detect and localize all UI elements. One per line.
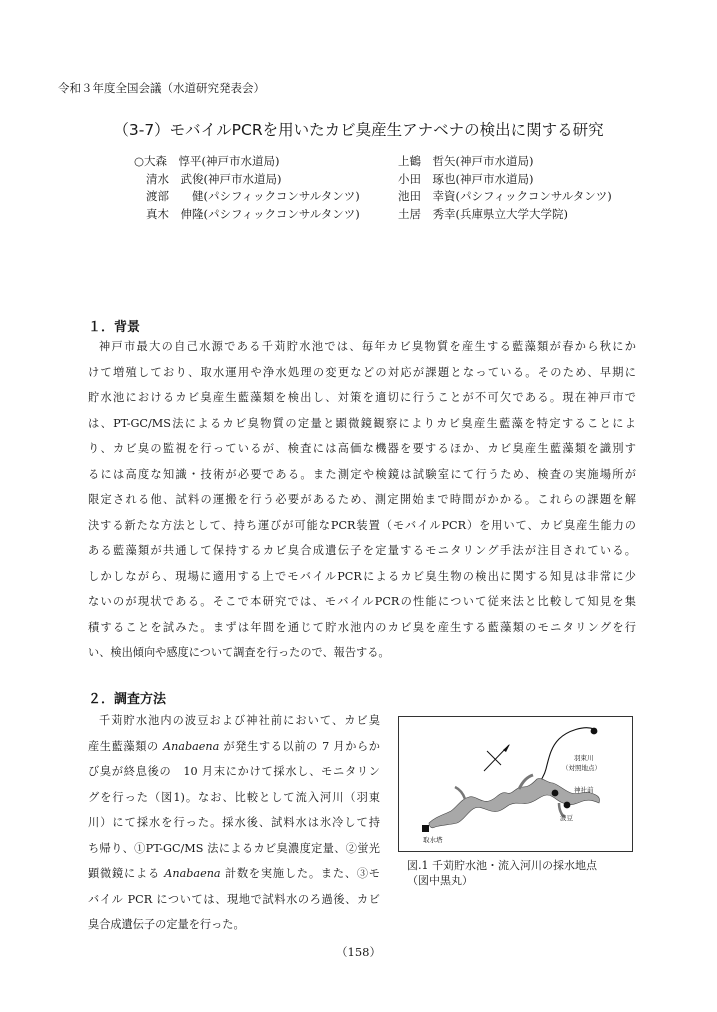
section-1-line: り、カビ臭の監視を行っているが、検査には高価な機器を要するほか、カビ臭産生藍藻類を識別す — [88, 442, 636, 455]
genus-anabaena: Anabaena — [164, 867, 221, 880]
section-1-line: い、検出傾向や感度について調査を行ったので、報告する。 — [88, 646, 390, 659]
section-1-line: 決する新たな方法として、持ち運びが可能なPCR装置（モバイルPCR）を用いて、カビ臭産生能力の — [88, 518, 636, 532]
section-2-line: グを行った（図1)。なお、比較として流入河川（羽東 — [88, 790, 380, 804]
author-2: 上鶴 哲矢(神戸市水道局) — [398, 154, 534, 168]
section-1-line: けて増殖しており、取水運用や浄水処理の変更などの対応が課題となっている。そのため、早期に — [88, 365, 636, 379]
author-3: 清水 武俊(神戸市水道局) — [146, 171, 282, 186]
section-1-line: は、PT-GC/MS法によるカビ臭物質の定量と顕微鏡観察によりカビ臭産生藍藻を特定することによ — [88, 416, 636, 430]
section-1-line: しかしながら、現場に適用する上でモバイルPCRによるカビ臭生物の検出に関する知見は非常に少 — [88, 569, 636, 583]
author-1: ○大森 惇平(神戸市水道局) — [134, 154, 280, 168]
section-2-line: 臭合成遺伝子の定量を行った。 — [88, 918, 245, 931]
sampling-point-hatsuka — [591, 728, 598, 735]
reservoir-map — [399, 717, 632, 851]
section-2-line: バイル PCR については、現地で試料水のろ過後、カビ — [88, 892, 380, 906]
figure-caption-line-1: 図.1 千苅貯水池・流入河川の採水地点 — [407, 859, 597, 872]
intake-tower-icon — [422, 825, 429, 832]
paper-title: （3-7）モバイルPCRを用いたカビ臭産生アナベナの検出に関する研究 — [113, 121, 604, 139]
section-2-line: ち帰り、①PT-GC/MS 法によるカビ臭濃度定量、②蛍光 — [88, 841, 380, 855]
section-1-heading: １．背景 — [88, 320, 141, 335]
label-jinja: 神社前 — [574, 786, 594, 794]
north-arrow-icon — [484, 744, 510, 771]
section-2-body — [88, 708, 380, 938]
section-2-line: 産生藍藻類の Anabaena が発生する以前の 7 月からか — [88, 739, 380, 753]
conference-header: 令和３年度全国会議（水道研究発表会） — [58, 81, 265, 95]
reservoir-map-figure — [398, 716, 633, 852]
section-1-line: 積することを試みた。まずは年間を通じて貯水池内のカビ臭を産生する藍藻類のモニタリングを行 — [88, 620, 636, 634]
section-1-line: 神戸市最大の自己水源である千苅貯水池では、毎年カビ臭物質を産生する藍藻類が春から秋にか — [99, 340, 636, 353]
figure-caption — [407, 858, 597, 888]
page-number: （158） — [336, 945, 381, 959]
section-2-line: 川）にて採水を行った。採水後、試料水は氷冷して持 — [88, 816, 380, 829]
label-hazu: 波豆 — [560, 814, 573, 822]
section-2-line: 顕微鏡による Anabaena 計数を実施した。また、③モ — [88, 867, 380, 880]
figure-caption-line-2: （図中黒丸） — [407, 874, 473, 887]
section-1-line: 限定される他、試料の運搬を行う必要があるため、測定開始まで時間がかかる。これらの課題を解 — [88, 493, 636, 506]
sampling-point-hazu — [564, 802, 571, 809]
section-1-line: ないのが現状である。そこで本研究では、モバイルPCRの性能について従来法と比較して知見を集 — [88, 595, 636, 608]
author-5: 渡部 健(パシフィックコンサルタンツ) — [146, 189, 360, 203]
section-1-line: 貯水池におけるカビ臭産生藍藻類を検出し、対策を適切に行うことが不可欠である。現在神戸市で — [88, 391, 636, 404]
genus-anabaena: Anabaena — [163, 739, 220, 753]
section-1-line: ある藍藻類が共通して保持するカビ臭合成遺伝子を定量するモニタリング手法が注目されている。 — [88, 544, 636, 557]
author-4: 小田 琢也(神戸市水道局) — [398, 171, 534, 186]
label-control: （対照地点） — [562, 764, 601, 772]
author-8: 土居 秀幸(兵庫県立大学大学院) — [398, 206, 568, 221]
author-6: 池田 幸資(パシフィックコンサルタンツ) — [398, 189, 612, 203]
section-2-line: び臭が終息後の 10 月末にかけて採水し、モニタリン — [88, 765, 380, 778]
sampling-point-jinja — [552, 790, 559, 797]
author-7: 真木 伸隆(パシフィックコンサルタンツ) — [146, 206, 360, 221]
section-2-heading: ２．調査方法 — [88, 692, 167, 707]
section-1-line: るには高度な知識・技術が必要である。また測定や検鏡は試験室にて行うため、検査の実施場所が — [88, 467, 636, 481]
section-1-body — [88, 334, 636, 666]
label-hatsuka: 羽束川 — [574, 754, 594, 762]
section-2-line: 千苅貯水池内の波豆および神社前において、カビ臭 — [99, 714, 380, 727]
label-intake: 取水塔 — [423, 836, 443, 844]
